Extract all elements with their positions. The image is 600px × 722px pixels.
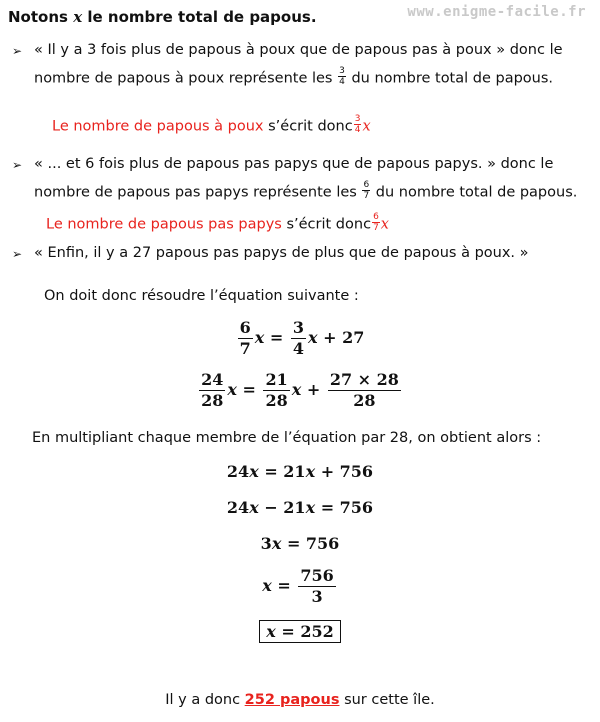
equation-6 xyxy=(0,566,600,607)
bullet2-line2-pre: nombre de papous pas papys représente les xyxy=(34,184,357,201)
fraction-numerator: 3 xyxy=(339,66,345,76)
conclusion-post: sur cette île. xyxy=(344,692,435,708)
equals-sign: = xyxy=(264,462,278,481)
bullet1-red-label: Le nombre de papous à poux xyxy=(52,118,264,135)
fraction-denominator: 7 xyxy=(363,191,370,201)
equation-tail: = 756 xyxy=(320,498,374,517)
fraction-denominator: 3 xyxy=(311,587,323,606)
bullet2-red-line xyxy=(46,214,389,235)
site-watermark: www.enigme-facile.fr xyxy=(407,4,586,20)
equals-sign: = xyxy=(269,328,284,347)
bullet1-red-fraction xyxy=(354,114,362,135)
fraction-denominator: 7 xyxy=(373,223,379,233)
fraction xyxy=(238,318,253,359)
bullet1-red-line xyxy=(52,116,371,137)
conclusion-pre: Il y a donc xyxy=(165,692,241,708)
title-variable: x xyxy=(73,8,83,26)
coefficient: 24 xyxy=(226,498,250,517)
fraction-numerator: 3 xyxy=(354,114,361,124)
equation-tail: = 252 xyxy=(281,622,334,641)
equation-2 xyxy=(0,370,600,411)
fraction xyxy=(328,370,401,411)
coefficient: 3 xyxy=(260,534,272,553)
fraction-numerator: 27 × 28 xyxy=(329,370,399,389)
fraction-numerator: 6 xyxy=(239,318,251,337)
conclusion xyxy=(0,692,600,708)
variable-x: x xyxy=(249,462,259,481)
arrow-bullet-icon: ➢ xyxy=(12,158,23,172)
bullet1-line1: « Il y a 3 fois plus de papous à poux que de papous pas à poux » donc le xyxy=(34,42,563,58)
bullet3-line1: « Enfin, il y a 27 papous pas papys de plus que de papous à poux. » xyxy=(34,245,529,261)
bullet2-line2-post: du nombre total de papous. xyxy=(375,184,578,201)
variable-x: x xyxy=(305,498,316,517)
boxed-result xyxy=(259,620,341,643)
fraction-denominator: 4 xyxy=(292,339,304,358)
equation-tail: + 756 xyxy=(320,462,374,481)
bullet1-line2-pre: nombre de papous à poux représente les xyxy=(34,70,333,87)
equals-sign: = xyxy=(277,576,291,595)
bullet1-line2-post: du nombre total de papous. xyxy=(351,70,554,87)
page-title xyxy=(8,8,317,26)
equation-4 xyxy=(0,498,600,517)
bullet2-line2 xyxy=(34,182,577,203)
equation-3 xyxy=(0,462,600,481)
coefficient: 21 xyxy=(283,462,306,481)
variable-x: x xyxy=(271,534,282,553)
equation-tail: = 756 xyxy=(286,534,340,553)
bullet1-line2 xyxy=(34,68,553,89)
equation-1 xyxy=(0,318,600,359)
variable-x: x xyxy=(305,462,316,481)
bullet2-red-fraction xyxy=(372,212,380,233)
bullet2-red-variable: x xyxy=(380,216,389,233)
variable-x: x xyxy=(254,328,265,347)
fraction-denominator: 7 xyxy=(239,339,251,358)
equation-5 xyxy=(0,534,600,553)
bullet2-red-label: Le nombre de papous pas papys xyxy=(46,216,282,233)
fraction-numerator: 21 xyxy=(265,370,288,389)
conclusion-highlight: 252 papous xyxy=(244,692,340,708)
arrow-bullet-icon: ➢ xyxy=(12,247,23,261)
fraction-denominator: 28 xyxy=(265,391,288,410)
plus-sign: + xyxy=(306,380,321,399)
fraction xyxy=(263,370,289,411)
multiply-text: En multipliant chaque membre de l’équation par 28, on obtient alors : xyxy=(32,430,542,446)
variable-x: x xyxy=(266,622,276,641)
fraction-numerator: 3 xyxy=(292,318,304,337)
solve-intro: On doit donc résoudre l’équation suivante : xyxy=(44,288,359,304)
title-prefix: Notons xyxy=(8,8,68,26)
equation-7 xyxy=(0,622,600,641)
fraction-denominator: 4 xyxy=(354,125,361,135)
coefficient: 24 xyxy=(226,462,250,481)
fraction-denominator: 28 xyxy=(201,391,224,410)
bullet1-fraction xyxy=(338,66,346,87)
fraction-denominator: 4 xyxy=(339,77,345,87)
variable-x: x xyxy=(262,576,272,595)
bullet2-line1: « ... et 6 fois plus de papous pas papys que de papous papys. » donc le xyxy=(34,156,554,172)
bullet2-red-post: s’écrit donc xyxy=(286,216,372,233)
bullet1-red-post: s’écrit donc xyxy=(268,118,353,135)
fraction-numerator: 24 xyxy=(201,370,224,389)
bullet1-red-variable: x xyxy=(362,118,371,135)
variable-x: x xyxy=(291,380,302,399)
fraction xyxy=(298,566,335,607)
equation-tail: + 27 xyxy=(323,328,365,347)
bullet2-fraction xyxy=(362,180,370,201)
fraction-denominator: 28 xyxy=(353,391,376,410)
title-suffix: le nombre total de papous. xyxy=(87,8,317,26)
fraction-numerator: 6 xyxy=(363,180,370,190)
arrow-bullet-icon: ➢ xyxy=(12,44,23,58)
fraction xyxy=(199,370,225,411)
fraction-numerator: 756 xyxy=(300,566,334,585)
minus-term: − 21 xyxy=(264,498,306,517)
variable-x: x xyxy=(249,498,259,517)
variable-x: x xyxy=(227,380,237,399)
fraction-numerator: 6 xyxy=(373,212,379,222)
equals-sign: = xyxy=(242,380,256,399)
variable-x: x xyxy=(308,328,318,347)
fraction xyxy=(291,318,306,359)
